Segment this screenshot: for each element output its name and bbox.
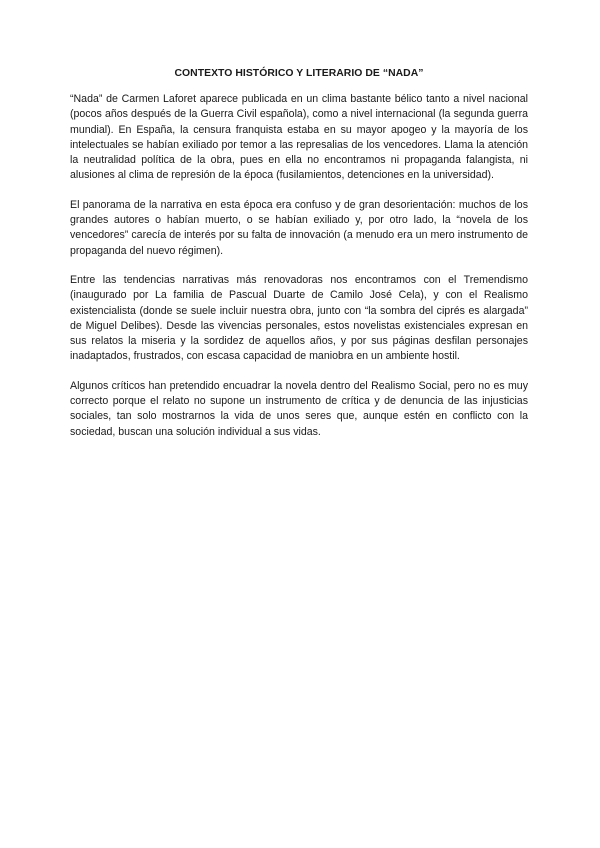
paragraph-social-realism: Algunos críticos han pretendido encuadrar la novela dentro del Realismo Social, pero no es muy correcto porque el relato no supone un instrumento de crítica y de denuncia de las injusticias sociales, tan solo mostrarnos la vida de unos seres que, aunque estén en conflicto con la sociedad, buscan una solución individual a sus vidas.: [70, 379, 528, 438]
paragraph-narrative-trends: Entre las tendencias narrativas más renovadoras nos encontramos con el Tremendismo (inaugurado por La familia de Pascual Duarte de Camilo José Cela), y con el Realismo existencialista (donde se suele incluir nuestra obra, junto con “la sombra del ciprés es alargada” de Miguel Delibes). Desde las vivencias personales, estos novelistas existenciales expresan en sus relatos la miseria y la sordidez de aquellos años, y por sus páginas desfilan personajes inadaptados, frustrados, con escasa capacidad de maniobra en un ambiente hostil.: [70, 273, 528, 363]
paragraph-historical-context: “Nada” de Carmen Laforet aparece publicada en un clima bastante bélico tanto a nivel nacional (pocos años después de la Guerra Civil española), como a nivel internacional (la segunda guerra mundial). En España, la censura franquista estaba en su mayor apogeo y la mayoría de los intelectuales se habían exiliado por temor a las represalias de los vencedores. Llama la atención la neutralidad política de la obra, pues en ella no encontramos ni propaganda falangista, ni alusiones al clima de represión de la época (fusilamientos, detenciones en la universidad).: [70, 93, 528, 182]
document-page: [70, 68, 528, 454]
paragraph-narrative-panorama: El panorama de la narrativa en esta época era confuso y de gran desorientación: muchos de los grandes autores o habían muerto, o se habían exiliado y, por otro lado, la “novela de los vencedores” carecía de interés por su falta de innovación (a menudo era un mero instrumento de propaganda del nuevo régimen).: [70, 198, 528, 257]
document-title: CONTEXTO HISTÓRICO Y LITERARIO DE “NADA”: [174, 68, 424, 79]
